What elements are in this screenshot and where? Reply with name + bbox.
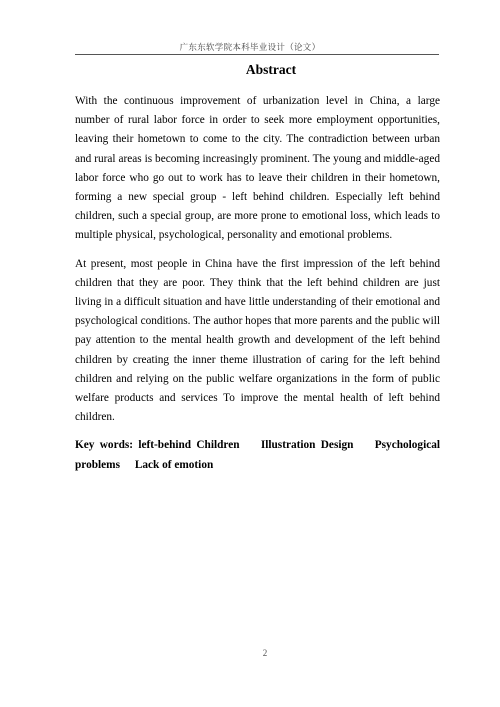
keywords-line — [75, 436, 440, 474]
header-divider — [75, 54, 439, 55]
abstract-paragraph-2: At present, most people in China have the first impression of the left behind children that they are poor. They think that the left behind children are just living in a difficult situation and have little understanding of their emotional and psychological conditions. The author hopes that more parents and the public will pay attention to the mental health growth and development of the left behind children by creating the inner theme illustration of caring for the left behind children and relying on the public welfare organizations in the form of public welfare products and services To improve the mental health of left behind children. — [75, 257, 440, 424]
abstract-paragraph-1: With the continuous improvement of urbanization level in China, a large number of rural labor force in order to seek more employment opportunities, leaving their hometown to come to the city. The contradiction between urban and rural areas is becoming increasingly prominent. The young and middle-aged labor force who go out to work has to leave their children in their hometown, forming a new special group - left behind children. Especially left behind children, such a special group, are more prone to emotional loss, which leads to multiple physical, psychological, personality and emotional problems. — [75, 95, 440, 242]
running-header: 广东东软学院本科毕业设计（论文） — [179, 43, 321, 53]
keyword-item: Lack of emotion — [134, 458, 214, 471]
abstract-body — [75, 92, 440, 475]
page-number: 2 — [262, 648, 268, 658]
keyword-item: Psychological problems — [75, 439, 441, 471]
keywords-label: Key words: — [75, 439, 134, 452]
page-title: Abstract — [245, 62, 297, 77]
keyword-item: Illustration Design — [260, 439, 354, 452]
keyword-item: left-behind Children — [138, 439, 240, 452]
